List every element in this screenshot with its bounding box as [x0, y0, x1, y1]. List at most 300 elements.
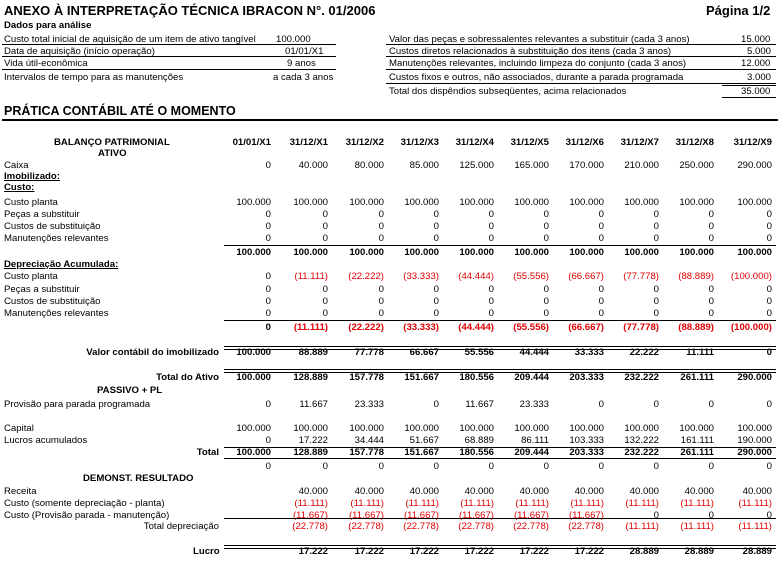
column-header: 31/12/X1 — [289, 137, 328, 148]
cell-value: 261.111 — [680, 447, 714, 458]
document-title: ANEXO À INTERPRETAÇÃO TÉCNICA IBRACON N°. 01/2006 — [4, 3, 376, 18]
cell-value: 11.667 — [465, 399, 494, 410]
cell-value: 100.000 — [459, 197, 494, 208]
cell-value: 0 — [378, 221, 384, 232]
cell-value: 0 — [488, 461, 494, 472]
row-label: Depreciação Acumulada: — [4, 259, 119, 270]
cell-value: (11.111) — [515, 498, 549, 509]
row-label: Manutenções relevantes — [4, 233, 109, 244]
cell-value: 40.000 — [354, 486, 384, 497]
row-capital — [0, 423, 780, 434]
rule — [2, 56, 336, 57]
total-rule — [224, 458, 776, 459]
cell-value: 0 — [598, 284, 604, 295]
cell-value: 157.778 — [349, 372, 384, 383]
analysis-left-value: 100.000 — [276, 34, 311, 45]
row-label: Lucros acumulados — [4, 435, 88, 446]
cell-value: (22.778) — [513, 521, 549, 532]
cell-value: 28.889 — [629, 546, 659, 557]
cell-value: 0 — [766, 461, 772, 472]
cell-value: 0 — [378, 296, 384, 307]
cell-value: 190.000 — [737, 435, 772, 446]
page-number: Página 1/2 — [706, 3, 771, 18]
cell-value: 180.556 — [459, 372, 494, 383]
cell-value: (77.778) — [623, 322, 659, 333]
cell-value: 0 — [322, 284, 328, 295]
cell-value: 100.000 — [236, 247, 271, 258]
row-label: Custo (Provisão parada - manutenção) — [4, 510, 170, 521]
row-depreciacao — [0, 259, 780, 270]
cell-value: 33.333 — [574, 347, 604, 358]
cell-value: 0 — [488, 221, 494, 232]
row-diff — [0, 461, 780, 472]
cell-value: 0 — [488, 209, 494, 220]
cell-value: 161.111 — [680, 435, 714, 446]
cell-value: (66.667) — [568, 322, 604, 333]
cell-value: (44.444) — [458, 322, 494, 333]
cell-value: 100.000 — [349, 423, 384, 434]
cell-value: 0 — [598, 399, 604, 410]
cell-value: 40.000 — [742, 486, 772, 497]
cell-value: 100.000 — [514, 197, 549, 208]
total-rule — [224, 545, 776, 549]
row-label: Capital — [4, 423, 34, 434]
cell-value: 0 — [265, 322, 271, 333]
rule — [2, 44, 336, 45]
cell-value: 0 — [433, 296, 439, 307]
cell-value: 209.444 — [514, 372, 549, 383]
cell-value: 0 — [598, 209, 604, 220]
cell-value: 55.556 — [464, 347, 494, 358]
cell-value: (11.111) — [350, 498, 384, 509]
cell-value: 100.000 — [236, 372, 271, 383]
cell-value: 0 — [653, 399, 659, 410]
column-header: 31/12/X3 — [400, 137, 439, 148]
row-label: Custo planta — [4, 197, 58, 208]
analysis-left-value: 9 anos — [287, 58, 316, 69]
cell-value: (11.111) — [294, 271, 328, 282]
row-label: Custo: — [4, 182, 35, 193]
total-rule — [224, 320, 776, 321]
cell-value: 0 — [766, 284, 772, 295]
cell-value: 0 — [322, 221, 328, 232]
cell-value: 17.222 — [298, 435, 328, 446]
row-label: Provisão para parada programada — [4, 399, 151, 410]
column-header: 31/12/X6 — [565, 137, 604, 148]
cell-value: 128.889 — [293, 372, 328, 383]
cell-value: 100.000 — [624, 247, 659, 258]
cell-value: 0 — [766, 209, 772, 220]
cell-value: (22.778) — [403, 521, 439, 532]
cell-value: 40.000 — [464, 486, 494, 497]
cell-value: 0 — [433, 221, 439, 232]
cell-value: 40.000 — [684, 486, 714, 497]
section-rule — [2, 119, 778, 121]
cell-value: 100.000 — [293, 423, 328, 434]
row-total-passivo — [0, 447, 780, 458]
cell-value: 0 — [378, 284, 384, 295]
cell-value: 0 — [653, 209, 659, 220]
cell-value: 100.000 — [624, 197, 659, 208]
row-label: Caixa — [4, 160, 29, 171]
cell-value: (22.222) — [348, 271, 384, 282]
cell-value: 210.000 — [624, 160, 659, 171]
cell-value: 0 — [598, 461, 604, 472]
cell-value: 151.667 — [404, 372, 439, 383]
cell-value: 34.444 — [354, 435, 384, 446]
row-custo-total — [0, 247, 780, 258]
row-label: Custos de substituição — [4, 221, 101, 232]
rule — [386, 83, 776, 84]
cell-value: 132.222 — [624, 435, 659, 446]
cell-value: 0 — [653, 221, 659, 232]
cell-value: 40.000 — [298, 486, 328, 497]
row-label: Manutenções relevantes — [4, 308, 109, 319]
cell-value: 0 — [543, 308, 549, 319]
cell-value: (11.667) — [568, 510, 604, 521]
cell-value: 100.000 — [737, 197, 772, 208]
analysis-right-label: Valor das peças e sobressalentes relevantes a substituir (cada 3 anos) — [389, 34, 690, 45]
cell-value: 0 — [766, 347, 772, 358]
row-label: Custo planta — [4, 271, 58, 282]
cell-value: (22.778) — [292, 521, 328, 532]
cell-value: 0 — [433, 461, 439, 472]
row-dre-heading — [0, 473, 780, 484]
row-depreciacao-total — [0, 322, 780, 333]
cell-value: 100.000 — [679, 423, 714, 434]
row-label: Valor contábil do imobilizado — [86, 347, 219, 358]
row-custo-prov — [0, 510, 780, 521]
analysis-right-label: Custos fixos e outros, não associados, durante a parada programada — [389, 72, 684, 83]
cell-value: 100.000 — [569, 423, 604, 434]
cell-value: 250.000 — [679, 160, 714, 171]
cell-value: 0 — [378, 308, 384, 319]
cell-value: (33.333) — [403, 322, 439, 333]
analysis-right-value: 3.000 — [747, 72, 772, 83]
cell-value: 86.111 — [521, 435, 549, 446]
cell-value: (11.111) — [294, 498, 328, 509]
row-imobilizado — [0, 171, 780, 182]
cell-value: (22.778) — [348, 521, 384, 532]
cell-value: (55.556) — [513, 271, 549, 282]
cell-value: 0 — [265, 284, 271, 295]
cell-value: 17.222 — [354, 546, 384, 557]
total-rule — [224, 447, 776, 448]
cell-value: 100.000 — [624, 423, 659, 434]
table-row — [0, 209, 780, 220]
cell-value: (11.667) — [292, 510, 328, 521]
rule — [386, 56, 776, 57]
cell-value: 0 — [543, 461, 549, 472]
analysis-heading: Dados para análise — [4, 20, 92, 31]
cell-value: 85.000 — [409, 160, 439, 171]
analysis-left-label: Vida útil-econômica — [4, 58, 88, 69]
cell-value: 17.222 — [298, 546, 328, 557]
analysis-left-value: a cada 3 anos — [273, 72, 334, 83]
cell-value: 28.889 — [684, 546, 714, 557]
cell-value: 77.778 — [354, 347, 384, 358]
cell-value: 40.000 — [519, 486, 549, 497]
cell-value: 203.333 — [569, 447, 604, 458]
rule — [386, 69, 776, 70]
cell-value: (11.111) — [625, 498, 659, 509]
table-row — [0, 233, 780, 244]
cell-value: 0 — [265, 271, 271, 282]
cell-value: 40.000 — [409, 486, 439, 497]
cell-value: (11.667) — [348, 510, 384, 521]
cell-value: 100.000 — [679, 197, 714, 208]
cell-value: (11.111) — [680, 521, 714, 532]
cell-value: 0 — [322, 209, 328, 220]
cell-value: 0 — [653, 510, 659, 521]
cell-value: 0 — [543, 221, 549, 232]
cell-value: 0 — [265, 461, 271, 472]
row-passivo-heading — [0, 385, 780, 396]
cell-value: 0 — [265, 308, 271, 319]
row-label: Peças a substituir — [4, 284, 80, 295]
cell-value: 0 — [265, 209, 271, 220]
cell-value: 100.000 — [514, 423, 549, 434]
cell-value: 0 — [265, 399, 271, 410]
row-total-dep — [0, 521, 780, 532]
cell-value: 165.000 — [514, 160, 549, 171]
row-lucros — [0, 435, 780, 446]
total-rule — [224, 369, 776, 373]
cell-value: (11.667) — [403, 510, 439, 521]
cell-value: 22.222 — [629, 347, 659, 358]
cell-value: (33.333) — [403, 271, 439, 282]
cell-value: 100.000 — [737, 247, 772, 258]
cell-value: 0 — [708, 209, 714, 220]
cell-value: 0 — [708, 510, 714, 521]
cell-value: 0 — [708, 233, 714, 244]
cell-value: 100.000 — [236, 423, 271, 434]
cell-value: 170.000 — [569, 160, 604, 171]
row-receita — [0, 486, 780, 497]
cell-value: (55.556) — [513, 322, 549, 333]
cell-value: 100.000 — [293, 197, 328, 208]
cell-value: 0 — [265, 221, 271, 232]
row-total-ativo — [0, 372, 780, 383]
cell-value: 100.000 — [349, 247, 384, 258]
row-label: Peças a substituir — [4, 209, 80, 220]
cell-value: 0 — [598, 296, 604, 307]
row-provisao — [0, 399, 780, 410]
cell-value: 68.889 — [464, 435, 494, 446]
cell-value: 0 — [766, 399, 772, 410]
cell-value: 157.778 — [349, 447, 384, 458]
cell-value: (11.111) — [738, 521, 772, 532]
table-row — [0, 221, 780, 232]
row-label: Total — [196, 447, 219, 458]
row-caixa — [0, 160, 780, 171]
total-rule — [224, 346, 776, 350]
cell-value: 100.000 — [569, 197, 604, 208]
rule — [722, 97, 776, 98]
cell-value: 103.333 — [569, 435, 604, 446]
analysis-right-label: Total dos dispêndios subseqüentes, acima relacionados — [389, 86, 627, 97]
cell-value: 128.889 — [293, 447, 328, 458]
balance-heading: BALANÇO PATRIMONIAL — [54, 137, 170, 148]
column-header: 31/12/X2 — [345, 137, 384, 148]
cell-value: (11.111) — [680, 498, 714, 509]
analysis-right-value: 12.000 — [741, 58, 771, 69]
cell-value: 100.000 — [404, 423, 439, 434]
cell-value: 180.556 — [459, 447, 494, 458]
cell-value: 0 — [543, 296, 549, 307]
cell-value: 0 — [322, 296, 328, 307]
cell-value: 0 — [543, 209, 549, 220]
cell-value: 290.000 — [737, 447, 772, 458]
cell-value: 0 — [488, 308, 494, 319]
cell-value: 0 — [708, 308, 714, 319]
cell-value: 100.000 — [569, 247, 604, 258]
cell-value: 0 — [653, 233, 659, 244]
cell-value: (11.111) — [460, 498, 494, 509]
cell-value: 100.000 — [404, 197, 439, 208]
cell-value: 0 — [598, 308, 604, 319]
cell-value: 0 — [708, 221, 714, 232]
cell-value: 80.000 — [354, 160, 384, 171]
cell-value: 0 — [708, 296, 714, 307]
cell-value: 0 — [653, 461, 659, 472]
ativo-heading: ATIVO — [98, 148, 127, 159]
cell-value: 44.444 — [519, 347, 549, 358]
cell-value: 23.333 — [519, 399, 549, 410]
cell-value: 0 — [433, 284, 439, 295]
analysis-right-label: Manutenções relevantes, incluindo limpeza do conjunto (cada 3 anos) — [389, 58, 687, 69]
cell-value: 209.444 — [514, 447, 549, 458]
table-row — [0, 308, 780, 319]
cell-value: 0 — [433, 308, 439, 319]
cell-value: 40.000 — [298, 160, 328, 171]
cell-value: 66.667 — [409, 347, 439, 358]
rule — [386, 44, 776, 45]
cell-value: 0 — [766, 296, 772, 307]
cell-value: 100.000 — [459, 423, 494, 434]
cell-value: 100.000 — [236, 447, 271, 458]
table-row — [0, 284, 780, 295]
cell-value: 23.333 — [354, 399, 384, 410]
cell-value: 0 — [653, 308, 659, 319]
cell-value: 0 — [322, 233, 328, 244]
cell-value: 0 — [598, 233, 604, 244]
cell-value: 28.889 — [742, 546, 772, 557]
table-row — [0, 296, 780, 307]
cell-value: 17.222 — [574, 546, 604, 557]
row-label: Lucro — [193, 546, 220, 557]
cell-value: 0 — [378, 209, 384, 220]
cell-value: 0 — [488, 284, 494, 295]
cell-value: (11.111) — [625, 521, 659, 532]
row-label: Total depreciação — [143, 521, 219, 532]
analysis-left-label: Intervalos de tempo para as manutenções — [4, 72, 184, 83]
column-header: 31/12/X8 — [675, 137, 714, 148]
cell-value: (44.444) — [458, 271, 494, 282]
row-label: PASSIVO + PL — [97, 385, 163, 396]
cell-value: 0 — [433, 233, 439, 244]
row-label: Receita — [4, 486, 37, 497]
cell-value: 0 — [265, 160, 271, 171]
cell-value: 0 — [433, 399, 439, 410]
row-label: Total do Ativo — [156, 372, 219, 383]
cell-value: 0 — [653, 296, 659, 307]
analysis-right-value: 35.000 — [741, 86, 771, 97]
cell-value: (11.111) — [738, 498, 772, 509]
cell-value: 0 — [653, 284, 659, 295]
cell-value: 100.000 — [293, 247, 328, 258]
row-label: Custo (somente depreciação - planta) — [4, 498, 165, 509]
cell-value: 0 — [598, 221, 604, 232]
row-custo — [0, 182, 780, 193]
cell-value: 17.222 — [464, 546, 494, 557]
cell-value: 203.333 — [569, 372, 604, 383]
table-row — [0, 197, 780, 208]
row-custo-dep — [0, 498, 780, 509]
cell-value: 100.000 — [404, 247, 439, 258]
table-row — [0, 271, 780, 282]
cell-value: 0 — [708, 284, 714, 295]
cell-value: (11.111) — [405, 498, 439, 509]
cell-value: 11.667 — [299, 399, 328, 410]
cell-value: 100.000 — [349, 197, 384, 208]
cell-value: 40.000 — [629, 486, 659, 497]
cell-value: 100.000 — [459, 247, 494, 258]
cell-value: 0 — [708, 461, 714, 472]
cell-value: (22.222) — [348, 322, 384, 333]
cell-value: 88.889 — [298, 347, 328, 358]
cell-value: 0 — [766, 308, 772, 319]
cell-value: (22.778) — [568, 521, 604, 532]
cell-value: 0 — [766, 510, 772, 521]
cell-value: 100.000 — [679, 247, 714, 258]
cell-value: (66.667) — [568, 271, 604, 282]
total-rule — [224, 518, 776, 519]
row-label: Custos de substituição — [4, 296, 101, 307]
cell-value: 100.000 — [236, 347, 271, 358]
cell-value: 0 — [488, 233, 494, 244]
rule — [722, 85, 776, 86]
cell-value: 0 — [766, 233, 772, 244]
cell-value: (22.778) — [458, 521, 494, 532]
cell-value: (100.000) — [730, 322, 772, 333]
cell-value: 0 — [766, 221, 772, 232]
cell-value: 290.000 — [737, 372, 772, 383]
cell-value: 17.222 — [519, 546, 549, 557]
cell-value: (88.889) — [678, 271, 714, 282]
cell-value: (100.000) — [730, 271, 772, 282]
section-title: PRÁTICA CONTÁBIL ATÉ O MOMENTO — [4, 104, 236, 118]
cell-value: 232.222 — [624, 447, 659, 458]
column-header: 01/01/X1 — [232, 137, 271, 148]
cell-value: 100.000 — [236, 197, 271, 208]
cell-value: (77.778) — [623, 271, 659, 282]
rule — [2, 69, 336, 70]
cell-value: 100.000 — [737, 423, 772, 434]
cell-value: 40.000 — [574, 486, 604, 497]
cell-value: 0 — [433, 209, 439, 220]
column-header: 31/12/X7 — [620, 137, 659, 148]
cell-value: 100.000 — [514, 247, 549, 258]
cell-value: 0 — [265, 296, 271, 307]
cell-value: 0 — [488, 296, 494, 307]
analysis-left-label: Data de aquisição (início operação) — [4, 46, 155, 57]
cell-value: 0 — [265, 233, 271, 244]
cell-value: (11.667) — [513, 510, 549, 521]
cell-value: (11.111) — [293, 322, 328, 333]
total-rule — [224, 245, 776, 246]
cell-value: 125.000 — [459, 160, 494, 171]
